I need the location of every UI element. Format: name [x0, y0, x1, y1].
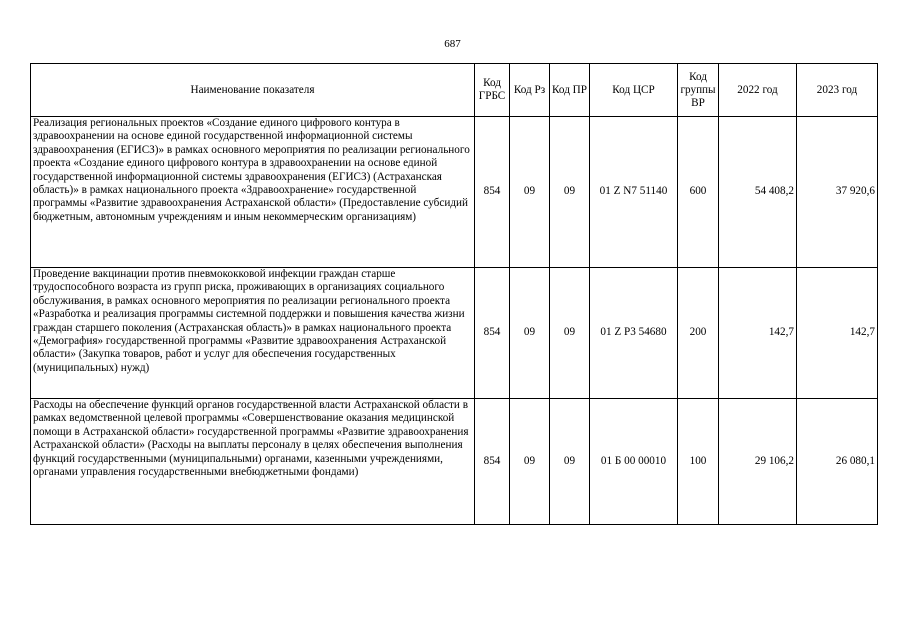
row-name: Реализация региональных проектов «Создание единого цифрового контура в здравоохранении на основе единой государственной информационной системы здравоохранения (ЕГИСЗ)» в рамках основного мероприятия по реализации регионального проекта «Создание единого цифрового контура в здравоохранении на основе единой государственной информационной системы здравоохранения (ЕГИСЗ) (Астраханская область)» в рамках национального проекта «Здравоохранение» государственной программы «Развитие здравоохранения Астраханской области» (Предоставление субсидий бюджетным, автономным учреждениям и иным некоммерческим организациям): [31, 117, 475, 268]
row-pr: 09: [550, 399, 590, 525]
row-vr: 600: [678, 117, 719, 268]
row-2023: 142,7: [797, 268, 878, 399]
row-2022: 54 408,2: [719, 117, 797, 268]
row-rz: 09: [510, 268, 550, 399]
budget-table: [30, 63, 878, 525]
header-name: Наименование показателя: [31, 64, 475, 117]
header-2022: 2022 год: [719, 64, 797, 117]
row-grbs: 854: [475, 399, 510, 525]
table-row: [31, 268, 878, 399]
row-name: Расходы на обеспечение функций органов государственной власти Астраханской области в рамках ведомственной целевой программы «Совершенствование оказания медицинской помощи в Астраханской области» государственной программы «Развитие здравоохранения Астраханской области» (Расходы на выплаты персоналу в целях обеспечения выполнения функций государственными (муниципальными) органами, казенными учреждениями, органами управления государственными внебюджетными фондами): [31, 399, 475, 525]
table-row: [31, 117, 878, 268]
table-row: [31, 399, 878, 525]
row-2023: 37 920,6: [797, 117, 878, 268]
header-vr: Код группы ВР: [678, 64, 719, 117]
row-grbs: 854: [475, 268, 510, 399]
row-vr: 200: [678, 268, 719, 399]
row-csr: 01 Z N7 51140: [590, 117, 678, 268]
row-vr: 100: [678, 399, 719, 525]
page-number: 687: [444, 38, 461, 50]
row-rz: 09: [510, 117, 550, 268]
header-grbs: Код ГРБС: [475, 64, 510, 117]
table-header-row: [31, 64, 878, 117]
row-csr: 01 Б 00 00010: [590, 399, 678, 525]
row-pr: 09: [550, 117, 590, 268]
row-2023: 26 080,1: [797, 399, 878, 525]
row-csr: 01 Z P3 54680: [590, 268, 678, 399]
row-rz: 09: [510, 399, 550, 525]
header-rz: Код Рз: [510, 64, 550, 117]
row-pr: 09: [550, 268, 590, 399]
header-2023: 2023 год: [797, 64, 878, 117]
header-pr: Код ПР: [550, 64, 590, 117]
row-grbs: 854: [475, 117, 510, 268]
row-name: Проведение вакцинации против пневмококковой инфекции граждан старше трудоспособного возраста из групп риска, проживающих в организациях социального обслуживания, в рамках основного мероприятия по реализации регионального проекта «Разработка и реализация программы системной поддержки и повышения качества жизни граждан старшего поколения (Астраханская область)» в рамках национального проекта «Демография» государственной программы «Развитие здравоохранения Астраханской области» (Закупка товаров, работ и услуг для обеспечения государственных (муниципальных) нужд): [31, 268, 475, 399]
row-2022: 29 106,2: [719, 399, 797, 525]
header-csr: Код ЦСР: [590, 64, 678, 117]
row-2022: 142,7: [719, 268, 797, 399]
